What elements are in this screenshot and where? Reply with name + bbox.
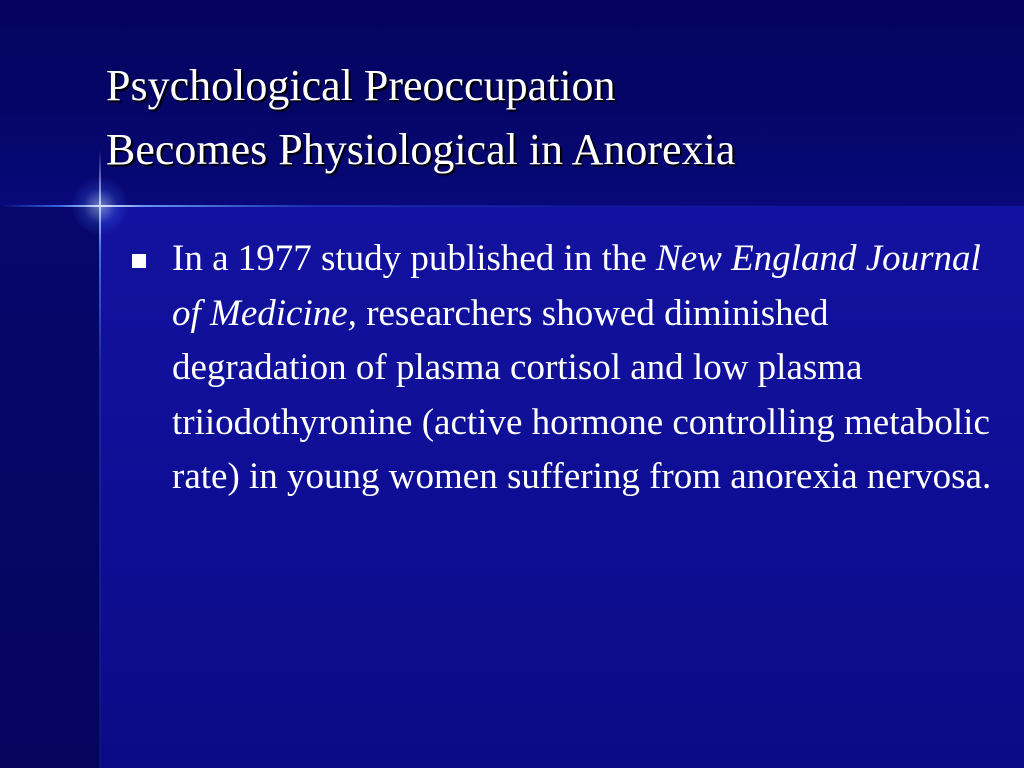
bullet-text-after: researchers showed diminished degradation of plasma cortisol and low plasma triiodothyronine (active hormone controlling metabolic rate) in young women suffering from anorexia nervosa. [172, 292, 992, 497]
bullet-list [130, 232, 1000, 505]
bullet-text-before: In a 1977 study published in the [172, 238, 657, 279]
bullet-item [130, 232, 1000, 505]
vertical-accent-line [99, 150, 101, 768]
horizontal-accent-line [0, 205, 1024, 207]
accent-glow [70, 176, 130, 236]
slide-title-line-1: Psychological Preoccupation [106, 61, 616, 110]
square-bullet-icon [132, 254, 146, 268]
bullet-text [172, 238, 991, 497]
left-strip [0, 206, 100, 768]
slide-title [106, 54, 1021, 182]
journal-name: New England Journal of Medicine, [172, 238, 981, 334]
slide-title-line-2: Becomes Physiological in Anorexia [106, 125, 736, 174]
